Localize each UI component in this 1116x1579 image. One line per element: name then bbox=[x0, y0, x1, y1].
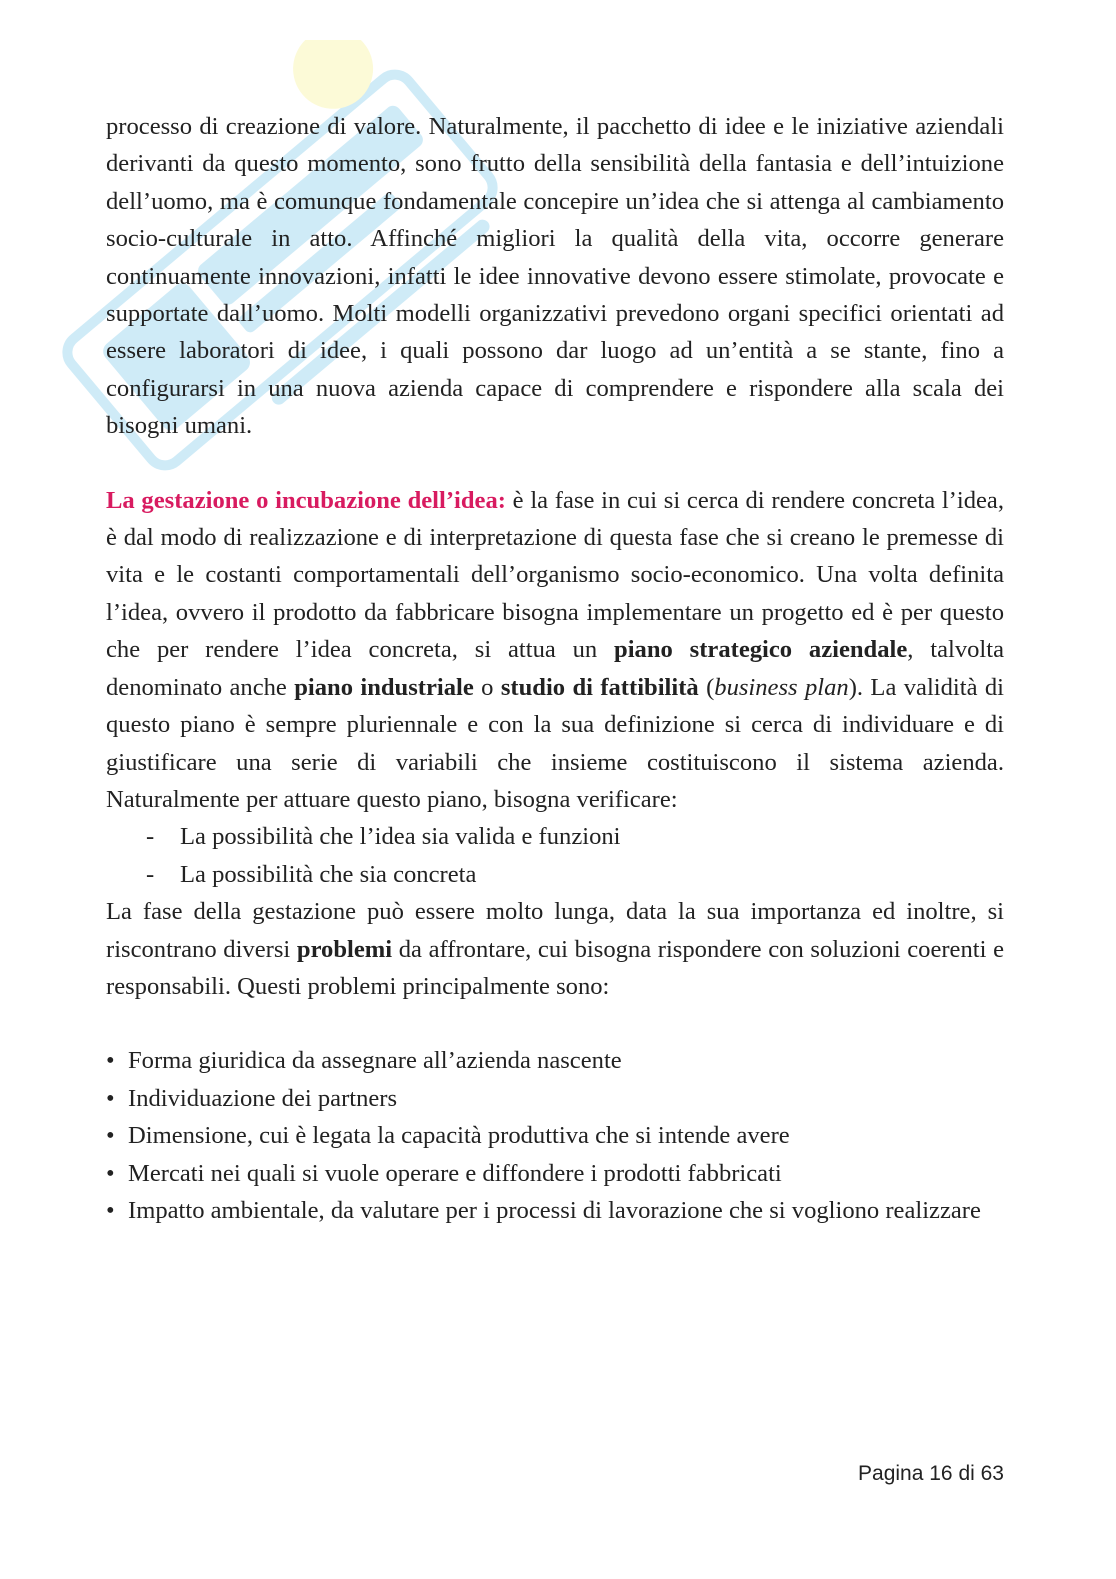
list-item bbox=[146, 856, 1004, 893]
page-number: Pagina 16 di 63 bbox=[858, 1462, 1004, 1485]
paragraph-spacer bbox=[106, 1005, 1004, 1042]
term-piano-industriale: piano industriale bbox=[294, 673, 474, 701]
paragraph-intro: processo di creazione di valore. Naturalmente, il pacchetto di idee e le iniziative aziendali derivanti da questo momento, sono frutto della sensibilità della fantasia e dell’intuizione dell’uomo, ma è comunque fondamentale concepire un’idea che si attenga al cambiamento socio-culturale in atto. Affinché migliori la qualità della vita, occorre generare continuamente innovazioni, infatti le idee innovative devono essere stimolate, provocate e supportate dall’uomo. Molti modelli organizzativi prevedono organi specifici orientati ad essere laboratori di idee, i quali possono dar luogo ad un’entità a se stante, fino a configurarsi in una nuova azienda capace di comprendere e rispondere alla scala dei bisogni umani. bbox=[106, 113, 1004, 440]
term-piano-strategico: piano strategico aziendale bbox=[614, 636, 908, 664]
list-item bbox=[106, 1192, 1004, 1229]
list-item-text: Forma giuridica da assegnare all’azienda nascente bbox=[128, 1047, 622, 1075]
dash-marker: - bbox=[146, 860, 155, 888]
dash-marker: - bbox=[146, 823, 155, 851]
text-run: da affrontare, cui bisogna rispondere con soluzioni coerenti e responsabili. Questi problemi principalmente sono: bbox=[106, 935, 1004, 1000]
list-item bbox=[146, 818, 1004, 855]
bullet-list bbox=[106, 1042, 1004, 1229]
document-body bbox=[106, 108, 1004, 1229]
term-problemi: problemi bbox=[296, 935, 393, 963]
list-item bbox=[106, 1117, 1004, 1154]
term-studio-fattibilita: studio di fattibilità bbox=[500, 673, 699, 701]
text-run: o bbox=[473, 673, 501, 701]
paragraph-gestazione bbox=[106, 482, 1004, 819]
text-run: è la fase in cui si cerca di rendere concreta l’idea, è dal modo di realizzazione e di interpretazione di questa fase che si creano le premesse di vita e le costanti comportamentali dell’organismo socio-economico. Una volta definita l’idea, ovvero il prodotto da fabbricare bisogna implementare un progetto ed è per questo che per rendere l’idea concreta, si attua un bbox=[106, 486, 1004, 664]
term-business-plan: business plan bbox=[714, 673, 849, 701]
list-item bbox=[106, 1080, 1004, 1117]
list-item-text: La possibilità che sia concreta bbox=[180, 860, 477, 888]
bullet-marker: • bbox=[106, 1159, 115, 1187]
text-run: ). La validità di questo piano è sempre pluriennale e con la sua definizione si cerca di individuare e di giustificare una serie di variabili che insieme costituiscono il sistema azienda. Naturalmente per attuare questo piano, bisogna verificare: bbox=[106, 673, 1004, 813]
list-item-text: Individuazione dei partners bbox=[128, 1084, 398, 1112]
dash-list bbox=[106, 818, 1004, 893]
bullet-marker: • bbox=[106, 1047, 115, 1075]
list-item-text: La possibilità che l’idea sia valida e funzioni bbox=[180, 823, 621, 851]
list-item bbox=[106, 1042, 1004, 1079]
text-run: ( bbox=[698, 673, 715, 701]
text-run: , talvolta denominato anche bbox=[106, 636, 1004, 701]
bullet-marker: • bbox=[106, 1084, 115, 1112]
paragraph-problemi bbox=[106, 893, 1004, 1005]
paragraph-spacer bbox=[106, 445, 1004, 482]
bullet-marker: • bbox=[106, 1196, 115, 1224]
list-item-text: Mercati nei quali si vuole operare e diffondere i prodotti fabbricati bbox=[128, 1159, 782, 1187]
section-heading: La gestazione o incubazione dell’idea: bbox=[106, 486, 506, 514]
text-run: La fase della gestazione può essere molto lunga, data la sua importanza ed inoltre, si riscontrano diversi bbox=[106, 898, 1004, 963]
list-item-text: Impatto ambientale, da valutare per i processi di lavorazione che si vogliono realizzare bbox=[128, 1196, 981, 1224]
list-item-text: Dimensione, cui è legata la capacità produttiva che si intende avere bbox=[128, 1122, 790, 1150]
bullet-marker: • bbox=[106, 1122, 115, 1150]
list-item bbox=[106, 1155, 1004, 1192]
